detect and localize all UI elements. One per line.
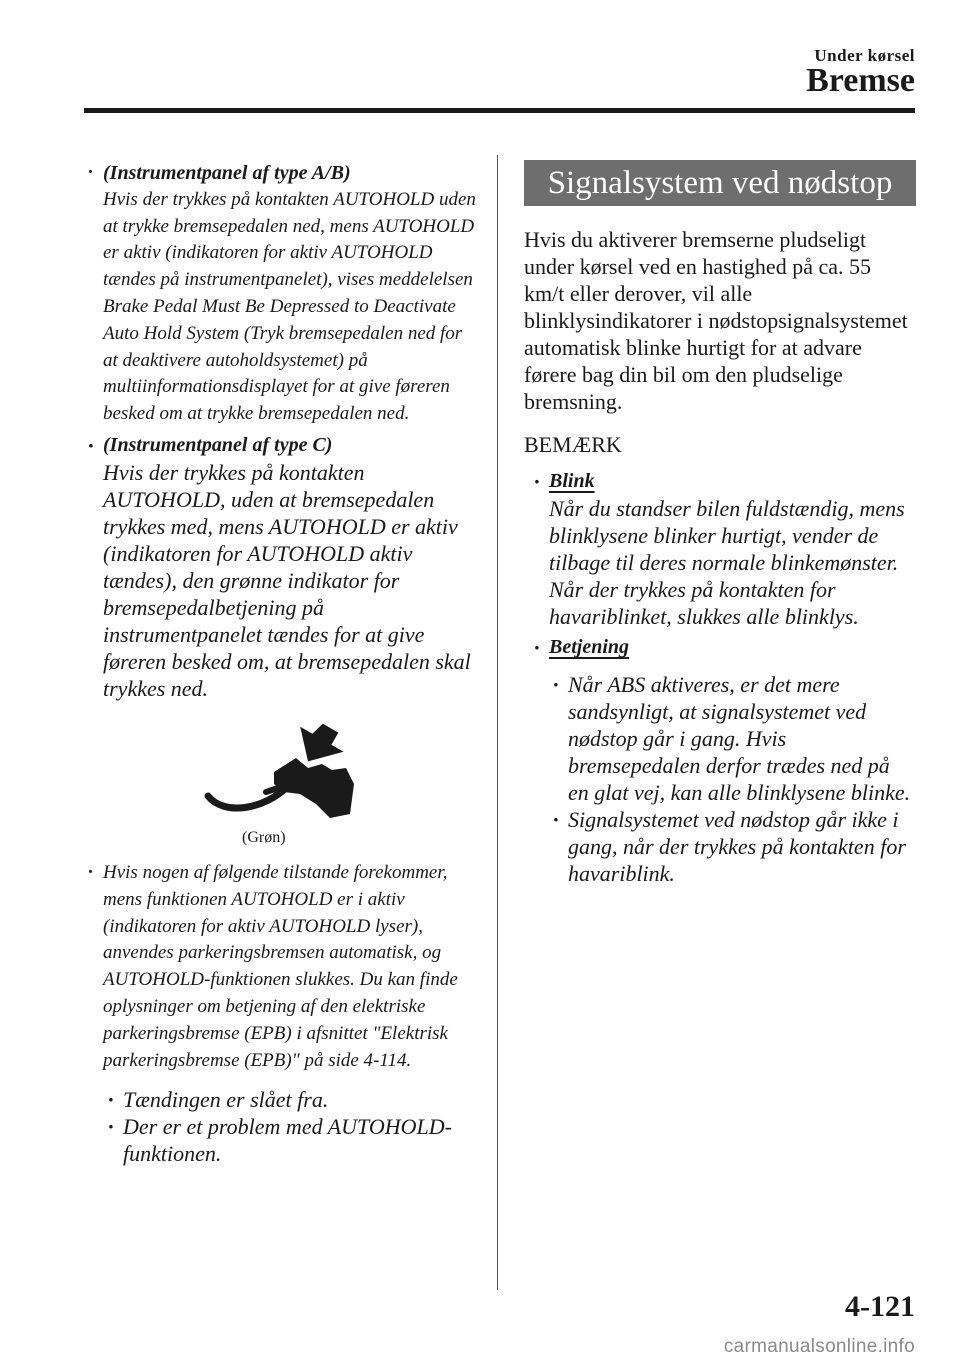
operation-item-abs	[549, 671, 916, 806]
bullet-dot: ·	[88, 162, 93, 183]
bullet-dot: ·	[553, 807, 559, 832]
operation-item-hazard	[549, 806, 916, 887]
intro-paragraph: Hvis du aktiverer bremserne pludseligt under kørsel ved en hastighed på ca. 55 km/t eller derover, vil alle blinklysindikatorer i nødstopsignalsystemet automatisk blinke hurtigt for at advare førere bag din bil om den pludselige bremsning.	[524, 227, 908, 414]
bullet-dot: ·	[88, 861, 93, 883]
bullet-dot: ·	[553, 672, 559, 697]
brake-pedal-figure	[84, 724, 480, 854]
sub-list	[84, 1086, 480, 1167]
section-heading: Signalsystem ved nødstop	[524, 160, 916, 206]
page-title: Bremse	[806, 62, 915, 99]
note-list	[524, 468, 916, 887]
note-blink	[530, 468, 916, 630]
bullet-type-ab	[84, 160, 480, 428]
brake-pedal-icon	[204, 724, 364, 829]
page-number: 4-121	[845, 1290, 915, 1323]
bullet-dot: ·	[108, 1087, 114, 1113]
watermark: carmanualsonline.info	[723, 1336, 915, 1357]
section-header: Under kørsel	[814, 46, 915, 65]
sub-item-problem-text: Der er et problem med AUTOHOLD-funktionen.	[123, 1114, 452, 1167]
operation-sublist	[549, 671, 916, 887]
bullet-dot: ·	[534, 469, 540, 494]
operation-item-hazard-text: Signalsystemet ved nødstop går ikke i gang, når der trykkes på kontakten for havariblink.	[568, 807, 906, 886]
bullet-dot: ·	[88, 432, 94, 458]
left-column	[84, 160, 480, 1167]
column-divider	[497, 155, 498, 1290]
note-blink-title: Blink	[549, 470, 595, 492]
sub-item-problem	[104, 1113, 480, 1167]
sub-item-ignition-text: Tændingen er slået fra.	[123, 1087, 329, 1113]
bullet-title-type-c: (Instrumentpanel af type C)	[103, 433, 333, 456]
header-rule	[84, 108, 915, 113]
note-label: BEMÆRK	[524, 432, 622, 457]
bullet-body-type-c: Hvis der trykkes på kontakten AUTOHOLD, uden at bremsepedalen trykkes med, mens AUTOHOLD er aktiv (indikatoren for AUTOHOLD aktiv tændes), den grønne indikator for bremsepedalbetjening på instrumentpanelet tændes for at give føreren besked om, at bremsepedalen skal trykkes ned.	[103, 459, 471, 701]
note-blink-body: Når du standser bilen fuldstændig, mens blinklysene blinker hurtigt, vender de tilbage til deres normale blinkemønster. Når der trykkes på kontakten for havariblinket, slukkes alle blinklys.	[549, 496, 905, 629]
note-autohold-off	[84, 860, 480, 1074]
operation-item-abs-text: Når ABS aktiveres, er det mere sandsynligt, at signalsystemet ved nødstop går i gang. Hvis bremsepedalen derfor trædes ned på en glat vej, kan alle blinklysene blinke.	[568, 672, 911, 805]
bullet-dot: ·	[108, 1114, 114, 1140]
sub-item-ignition	[104, 1086, 480, 1113]
bullet-body-type-ab: Hvis der trykkes på kontakten AUTOHOLD uden at trykke bremsepedalen ned, mens AUTOHOLD er aktiv (indikatoren for aktiv AUTOHOLD tændes på instrumentpanelet), vises meddelelsen Brake Pedal Must Be Depressed to Deactivate Auto Hold System (Tryk bremsepedalen ned for at deaktivere autoholdsystemet) på multiinformationsdisplayet for at give føreren besked om at trykke bremsepedalen ned.	[103, 188, 476, 425]
note-operation	[530, 634, 916, 887]
right-column	[524, 160, 916, 887]
note-autohold-body: Hvis nogen af følgende tilstande forekommer, mens funktionen AUTOHOLD er i aktiv (indikatoren for aktiv AUTOHOLD lyser), anvendes parkeringsbremsen automatisk, og AUTOHOLD-funktionen slukkes. Du kan finde oplysninger om betjening af den elektriske parkeringsbremse (EPB) i afsnittet "Elektrisk parkeringsbremse (EPB)" på side 4-114.	[103, 861, 458, 1071]
figure-caption: (Grøn)	[242, 828, 286, 846]
bullet-dot: ·	[534, 635, 540, 660]
bullet-type-c	[84, 432, 480, 702]
bullet-title-type-ab: (Instrumentpanel af type A/B)	[103, 162, 351, 184]
note-operation-title: Betjening	[549, 636, 630, 658]
